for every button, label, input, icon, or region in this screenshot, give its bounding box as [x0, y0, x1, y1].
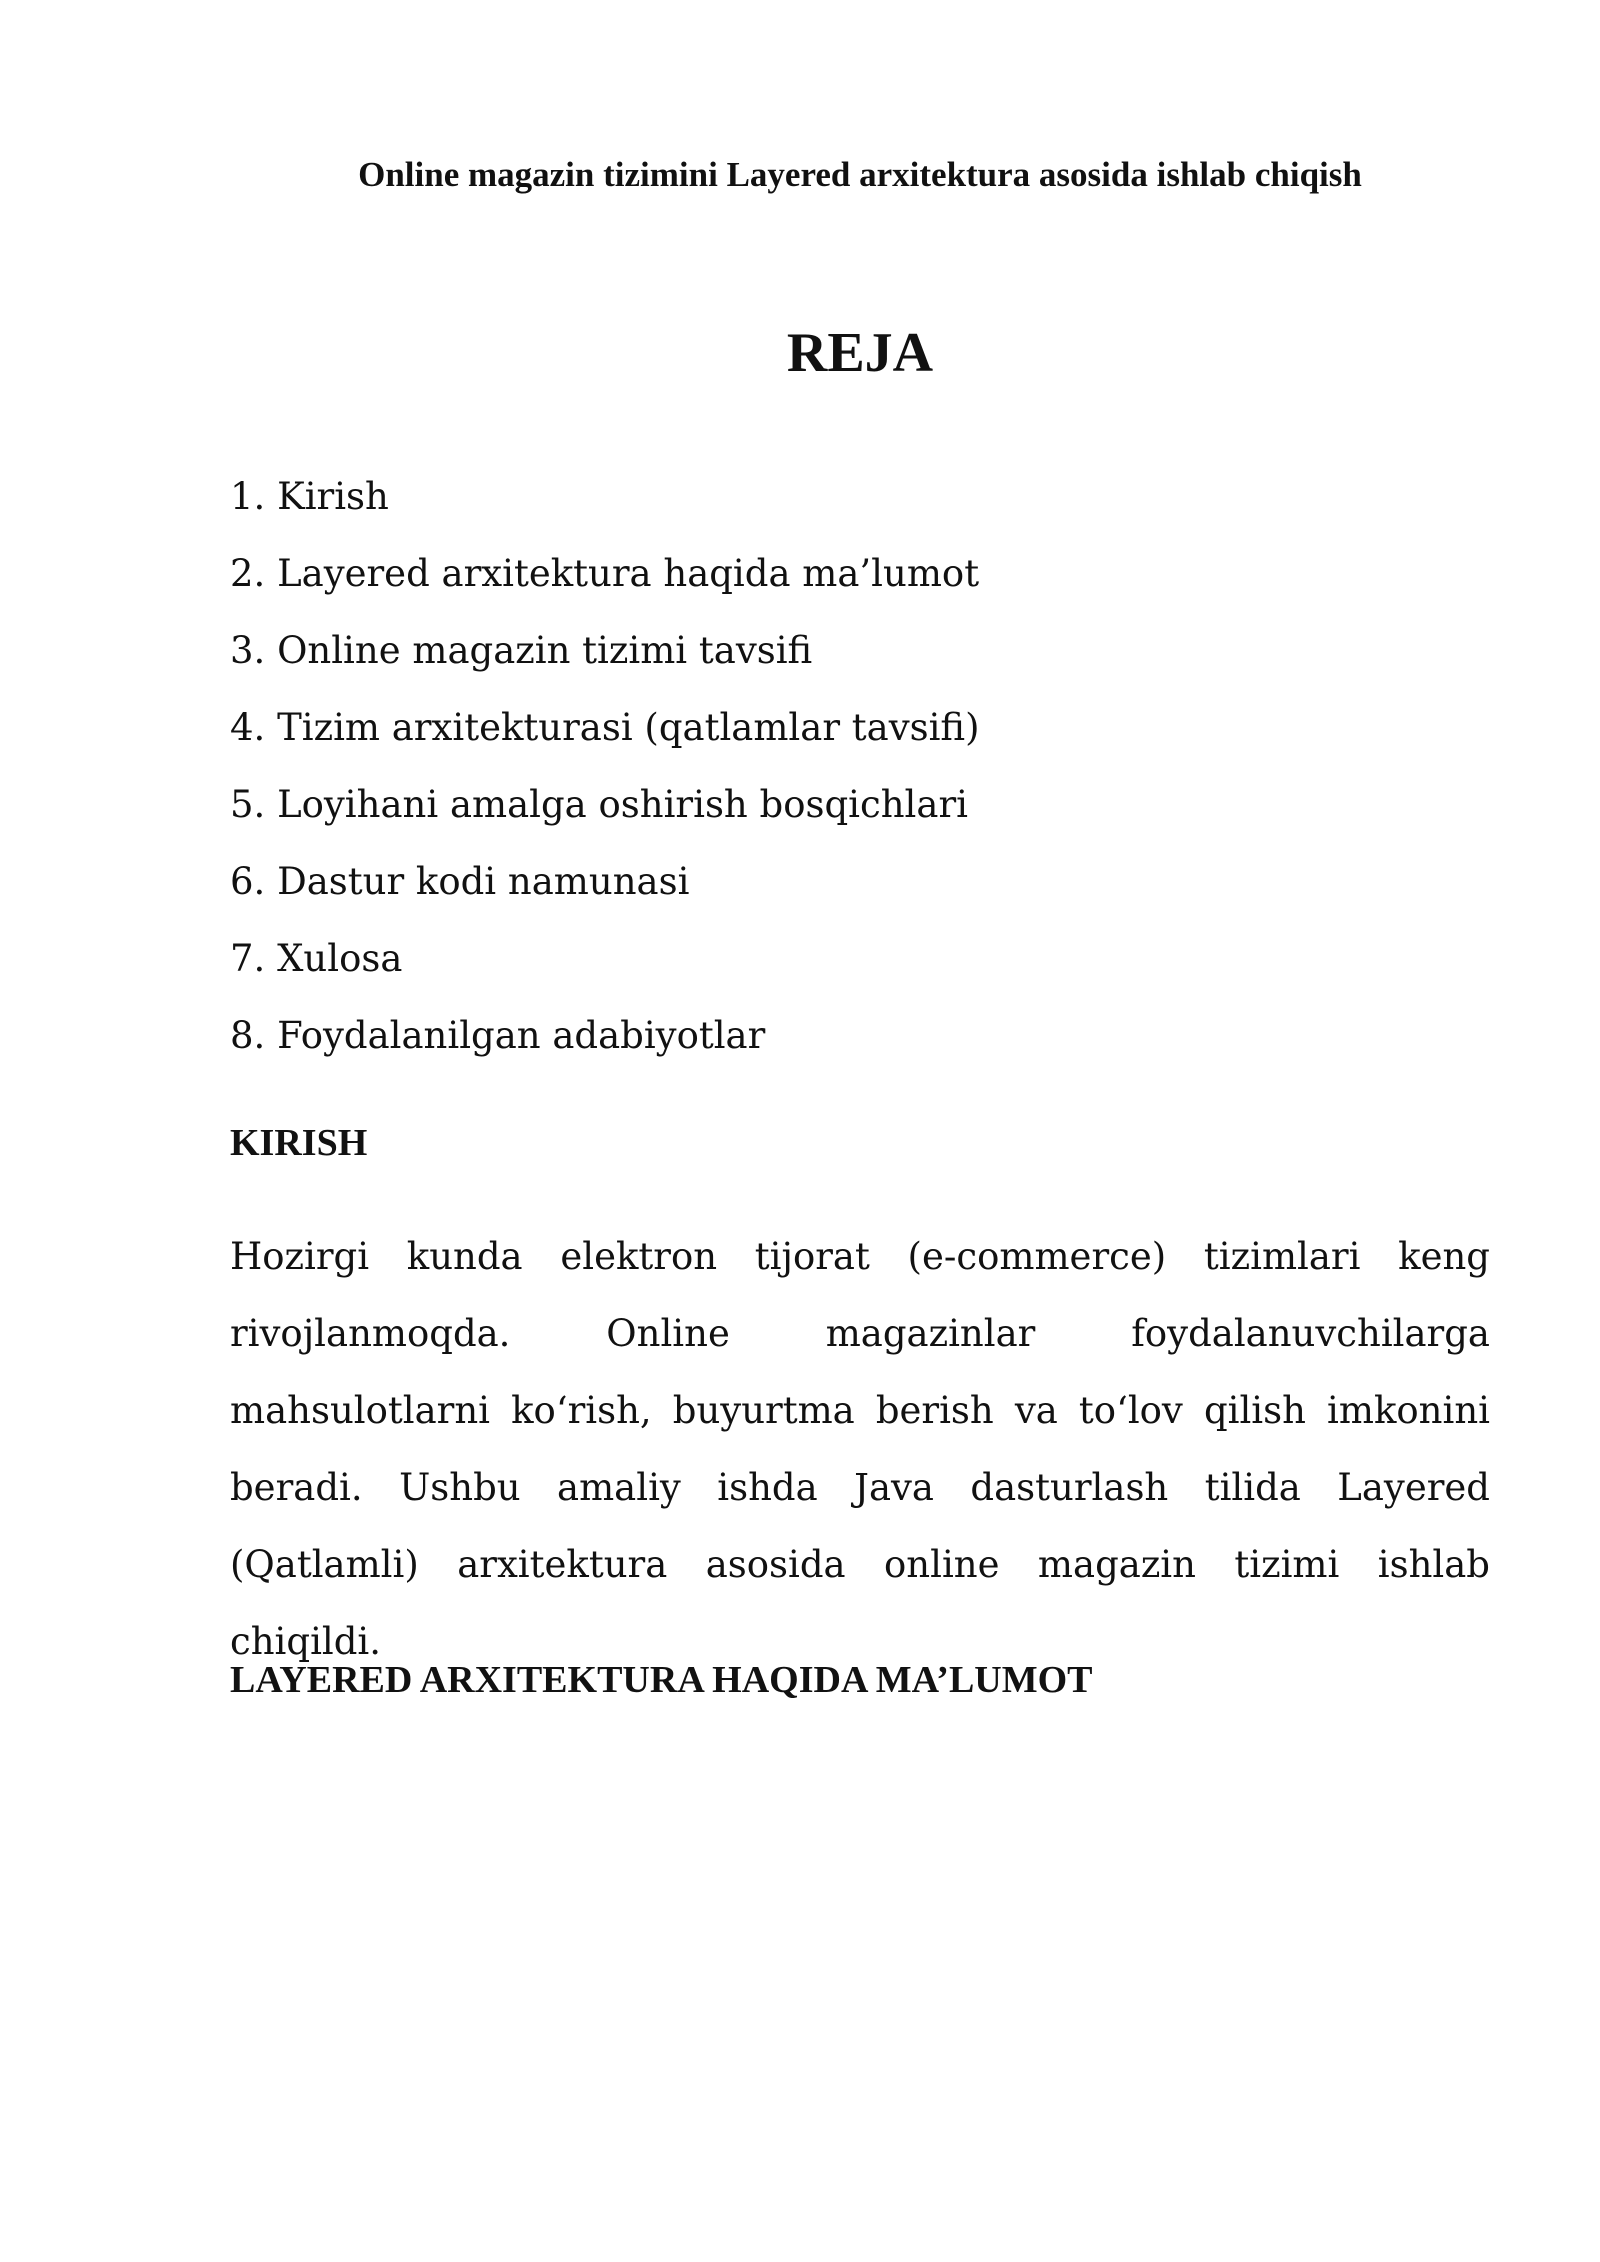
plan-item-layered-info: 2. Layered arxitektura haqida ma’lumot [230, 552, 980, 595]
plan-item-references: 8. Foydalanilgan adabiyotlar [230, 1014, 766, 1057]
plan-list [230, 458, 1490, 1074]
plan-item-code-sample: 6. Dastur kodi namunasi [230, 860, 690, 903]
kirish-section-heading: KIRISH [230, 1122, 368, 1164]
document-title: Online magazin tizimini Layered arxitektura asosida ishlab chiqish [358, 155, 1362, 194]
layered-section-heading: LAYERED ARXITEKTURA HAQIDA MA’LUMOT [230, 1659, 1093, 1701]
plan-heading: REJA [786, 322, 934, 384]
plan-item-conclusion: 7. Xulosa [230, 937, 403, 980]
plan-item-system-description: 3. Online magazin tizimi tavsifi [230, 629, 813, 672]
plan-item-implementation-stages: 5. Loyihani amalga oshirish bosqichlari [230, 783, 968, 826]
plan-item-architecture: 4. Tizim arxitekturasi (qatlamlar tavsifi) [230, 706, 980, 749]
plan-item-kirish: 1. Kirish [230, 475, 389, 518]
kirish-paragraph: Hozirgi kunda elektron tijorat (e-commerce) tizimlari keng rivojlanmoqda. Online magazinlar foydalanuvchilarga mahsulotlarni ko‘rish, buyurtma berish va to‘lov qilish imkonini beradi. Ushbu amaliy ishda Java dasturlash tilida Layered (Qatlamli) arxitektura asosida online magazin tizimi ishlab chiqildi. [230, 1235, 1490, 1663]
